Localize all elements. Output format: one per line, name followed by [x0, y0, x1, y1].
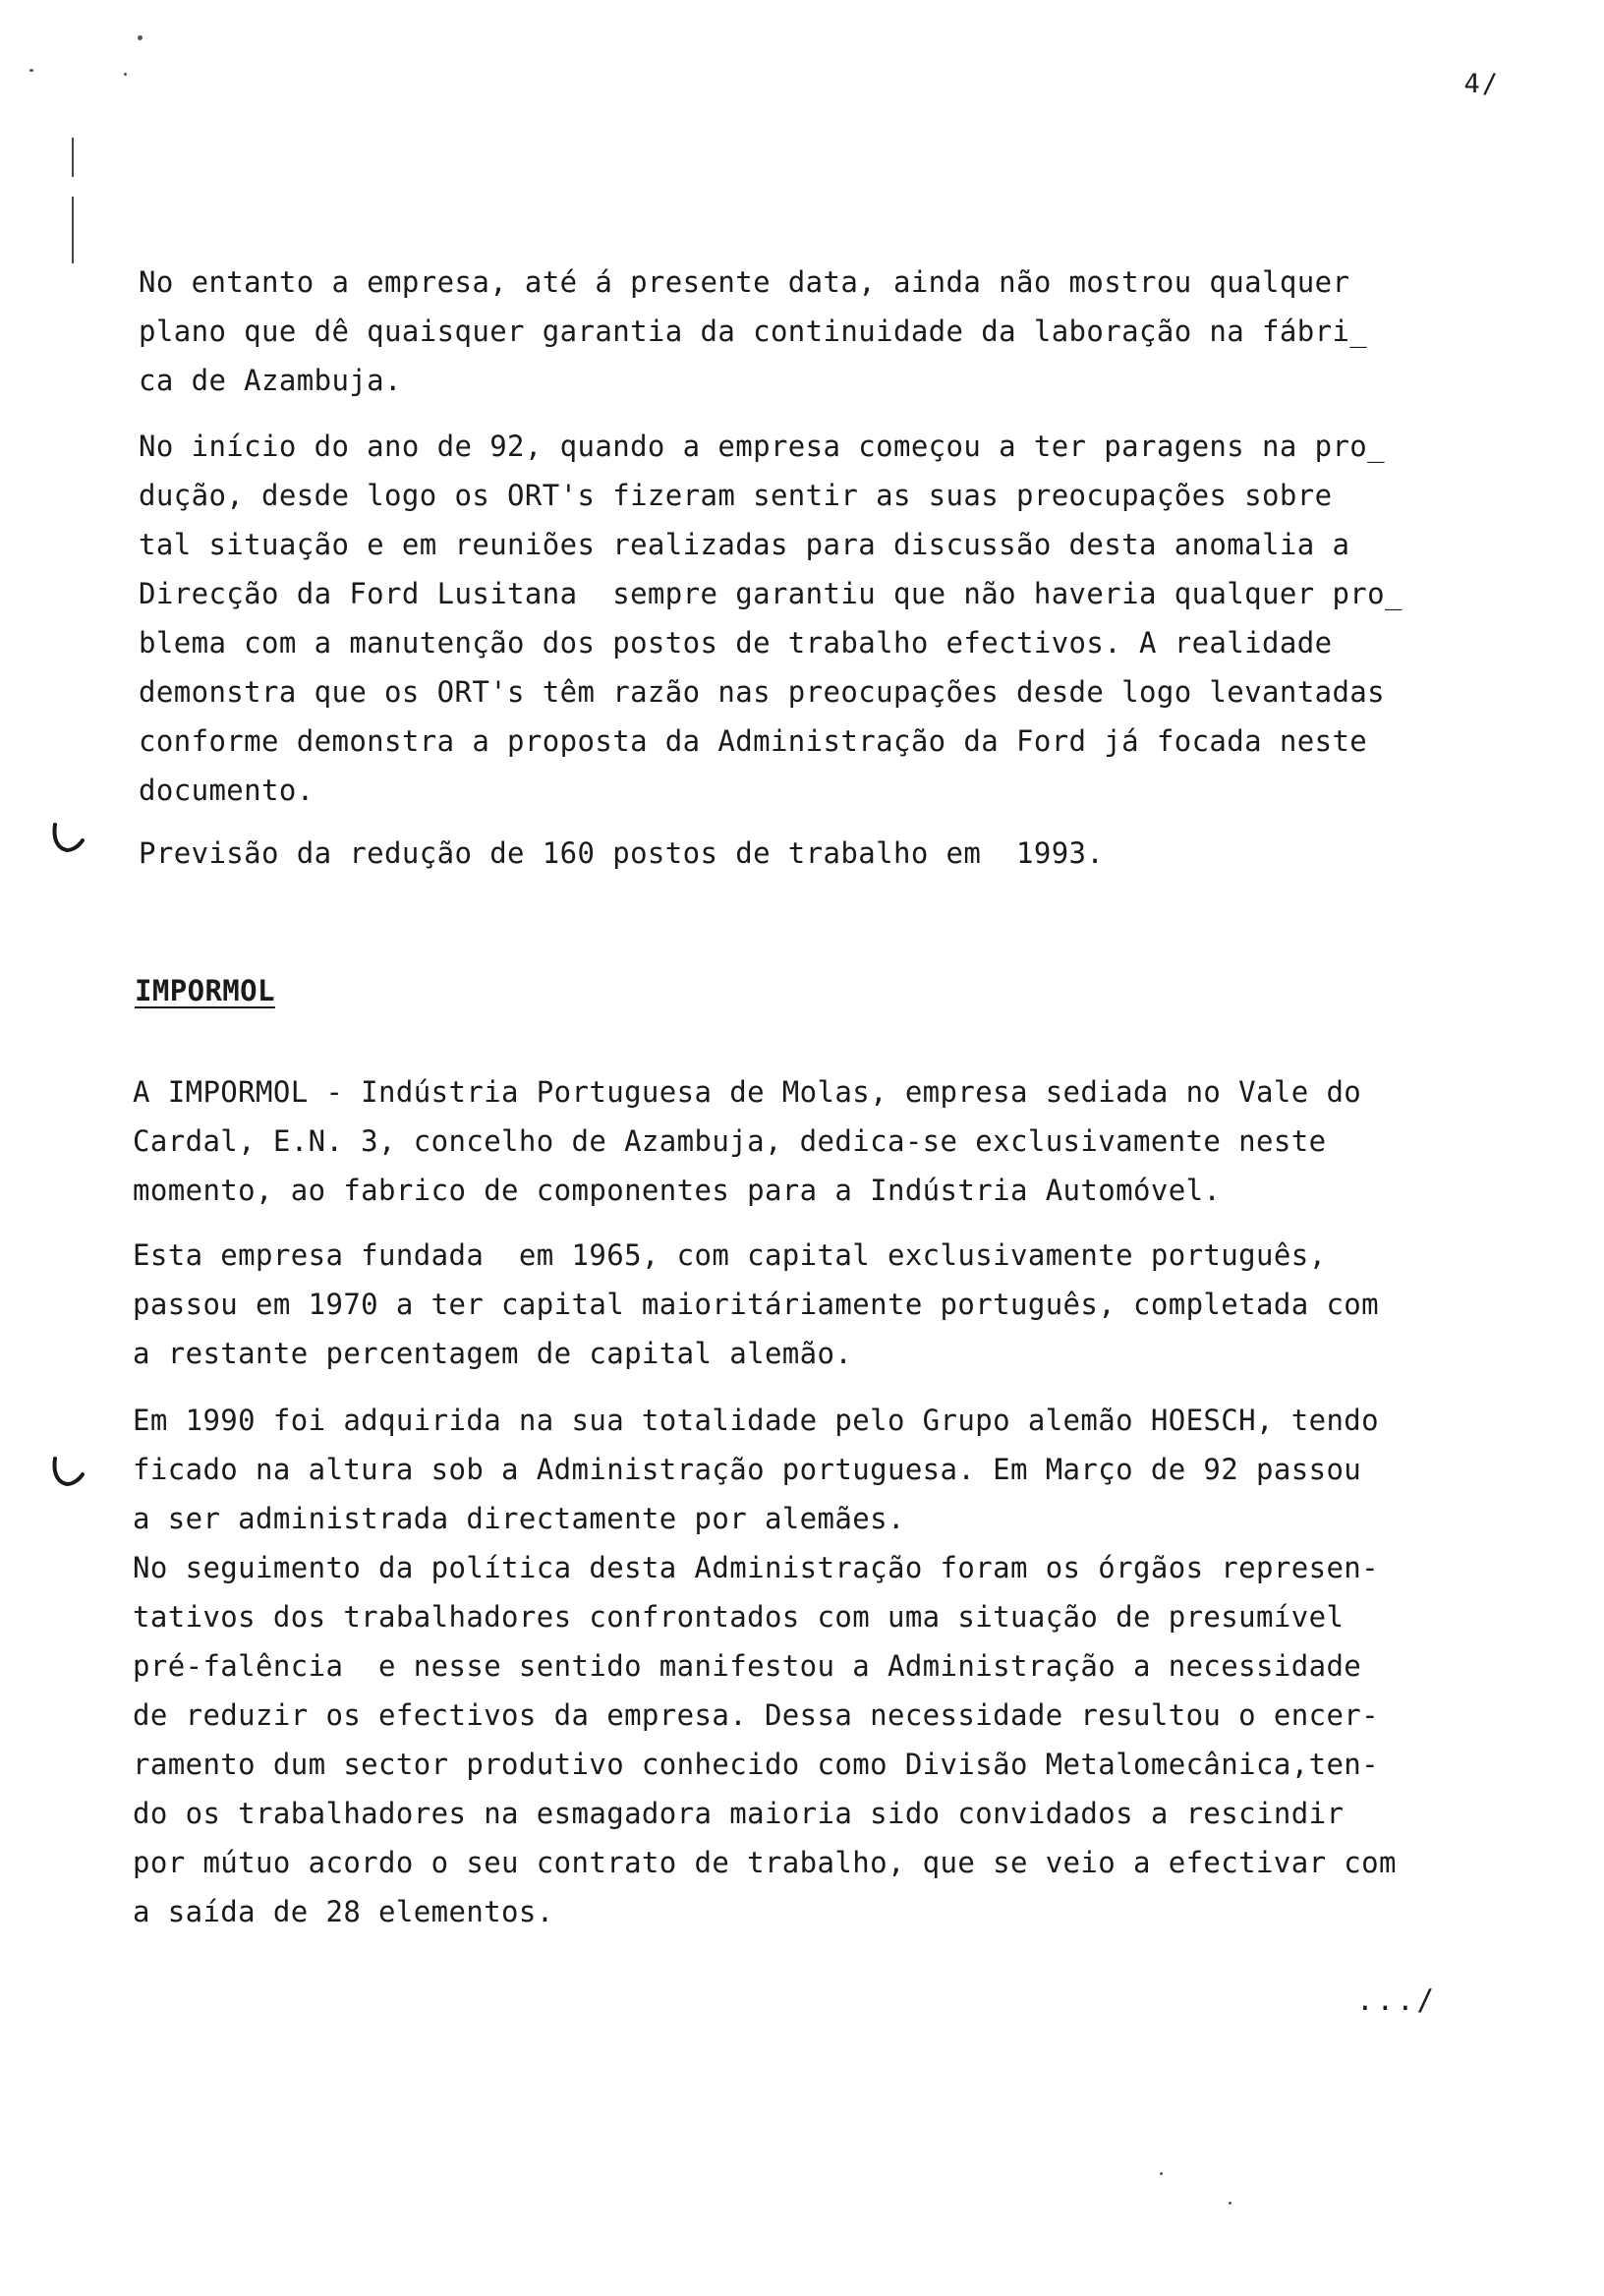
- check-mark-icon: [49, 1455, 85, 1490]
- paragraph-continuity: No entanto a empresa, até á presente data, ainda não mostrou qualquer plano que dê quaisquer garantia da continuidade da laboração na fábri_ ca de Azambuja.: [139, 265, 1368, 397]
- section-heading: IMPORMOL: [135, 974, 275, 1007]
- continued-marker: .../: [1356, 1983, 1437, 2017]
- paragraph-impormol-acquisition: Em 1990 foi adquirida na sua totalidade pelo Grupo alemão HOESCH, tendo ficado na altura sob a Administração portuguesa. Em Março de 92 passou a ser administrada directamente por alemães. No seguimento da política desta Administração foram os órgãos represen- tativos dos trabalhadores confrontados com uma situação de presumível pré-falência e nesse sentido manifestou a Administração a necessidade de reduzir os efectivos da empresa. Dessa necessidade resultou o encer- ramento dum sector produtivo conhecido como Divisão Metalomecânica,ten- do os trabalhadores na esmagadora maioria sido convidados a rescindir por mútuo acordo o seu contrato de trabalho, que se veio a efectivar com a saída de 28 elementos.: [133, 1404, 1397, 1928]
- scan-speck: [124, 73, 127, 76]
- scan-edge-line: [72, 138, 74, 177]
- scan-speck: [1229, 2202, 1232, 2205]
- paragraph-forecast: Previsão da redução de 160 postos de trabalho em 1993.: [139, 836, 1105, 870]
- page-number: 4/: [1463, 69, 1500, 99]
- scan-edge-line: [72, 197, 74, 263]
- check-mark-icon: [49, 821, 85, 856]
- paragraph-impormol-intro: A IMPORMOL - Indústria Portuguesa de Molas, empresa sediada no Vale do Cardal, E.N. 3, concelho de Azambuja, dedica-se exclusivamente neste momento, ao fabrico de componentes para a Indústria Automóvel.: [133, 1075, 1362, 1207]
- scan-speck: [1160, 2172, 1163, 2175]
- paragraph-ford-history: No início do ano de 92, quando a empresa começou a ter paragens na pro_ dução, desde logo os ORT's fizeram sentir as suas preocupações sobre tal situação e em reuniões realizadas para discussão desta anomalia a Direcção da Ford Lusitana sempre garantiu que não haveria qualquer pro_ blema com a manutenção dos postos de trabalho efectivos. A realidade demonstra que os ORT's têm razão nas preocupações desde logo levantadas conforme demonstra a proposta da Administração da Ford já focada neste documento.: [139, 430, 1403, 807]
- scan-speck: [138, 35, 143, 40]
- scan-speck: [29, 69, 33, 72]
- paragraph-impormol-founding: Esta empresa fundada em 1965, com capital exclusivamente português, passou em 1970 a ter capital maioritáriamente português, completada com a restante percentagem de capital alemão.: [133, 1238, 1380, 1370]
